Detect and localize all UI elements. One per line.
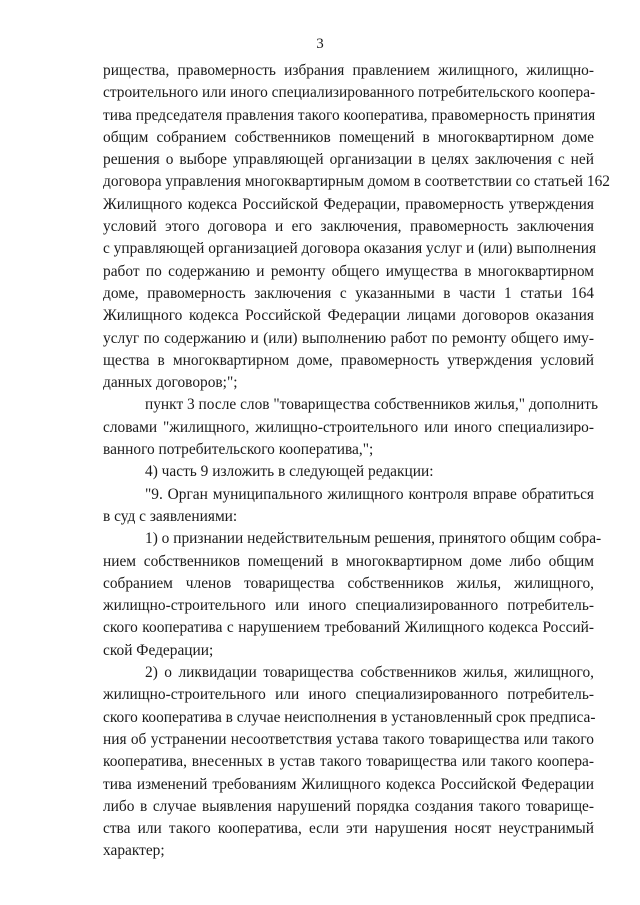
text-line: с управляющей организацией договора оказания услуг и (или) выполнения [103,240,597,258]
text-line: общим собранием собственников помещений в многоквартирном доме [103,128,594,146]
text-line: 4) часть 9 изложить в следующей редакции: [145,463,434,481]
text-line: в суд с заявлениями: [103,507,238,525]
text-line: 2) о ликвидации товарищества собственников жилья, жилищного, [145,664,594,682]
text-line: 1) о признании недействительным решения, принятого общим собра- [145,530,602,548]
text-line: кооператива, внесенных в устав такого товарищества или такого коопера- [103,753,594,771]
text-line: договора управления многоквартирным домом в соответствии со статьей 162 [103,173,610,191]
page-number: 3 [316,36,324,52]
text-line: строительного или иного специализированного потребительского коопера- [103,84,596,102]
text-line: данных договоров;"; [103,374,238,392]
text-line: щества в многоквартирном доме, правомерность утверждения условий [103,351,594,369]
text-line: либо в случае выявления нарушений порядка создания такого товарище- [103,797,594,815]
text-line: Жилищного кодекса Российской Федерации, правомерность утверждения [103,195,594,213]
text-line: тива председателя правления такого кооператива, правомерность принятия [103,106,596,124]
text-line: пункт 3 после слов "товарищества собственников жилья," дополнить [145,396,598,414]
text-line: услуг по содержанию и (или) выполнению работ по ремонту общего иму- [103,329,594,347]
text-line: рищества, правомерность избрания правлением жилищного, жилищно- [103,62,594,79]
document-body [103,60,610,863]
text-line: доме, правомерность заключения с указанными в части 1 статьи 164 [103,284,594,302]
text-line: тива изменений требованиям Жилищного кодекса Российской Федерации [103,775,594,793]
text-line: "9. Орган муниципального жилищного контроля вправе обратиться [145,485,594,503]
text-line: работ по содержанию и ремонту общего имущества в многоквартирном [103,262,594,280]
text-line: характер; [103,842,165,860]
text-line: ского кооператива с нарушением требований Жилищного кодекса Россий- [103,619,594,637]
text-line: собранием членов товарищества собственников жилья, жилищного, [103,574,594,592]
text-line: решения о выборе управляющей организации в целях заключения с ней [103,151,594,169]
text-line: ского кооператива в случае неисполнения в установленный срок предписа- [103,708,596,726]
text-line: нием собственников помещений в многоквартирном доме либо общим [103,552,594,570]
paragraph [103,528,602,662]
text-line: жилищно-строительного или иного специализированного потребитель- [103,686,594,704]
text-line: ства или такого кооператива, если эти нарушения носят неустранимый [103,820,594,838]
paragraph [103,484,594,529]
text-line: ской Федерации; [103,641,214,659]
text-line: ния об устранении несоответствия устава такого товарищества или такого [103,730,594,748]
paragraph [103,60,610,394]
text-line: условий этого договора и его заключения, правомерность заключения [103,218,594,236]
text-line: Жилищного кодекса Российской Федерации лицами договоров оказания [103,307,594,325]
text-line: словами "жилищного, жилищно-строительного или иного специализиро- [103,418,594,436]
text-line: жилищно-строительного или иного специализированного потребитель- [103,597,594,615]
paragraph [103,662,594,863]
paragraph [103,394,598,461]
paragraph [103,461,594,483]
text-line: ванного потребительского кооператива,"; [103,441,374,459]
